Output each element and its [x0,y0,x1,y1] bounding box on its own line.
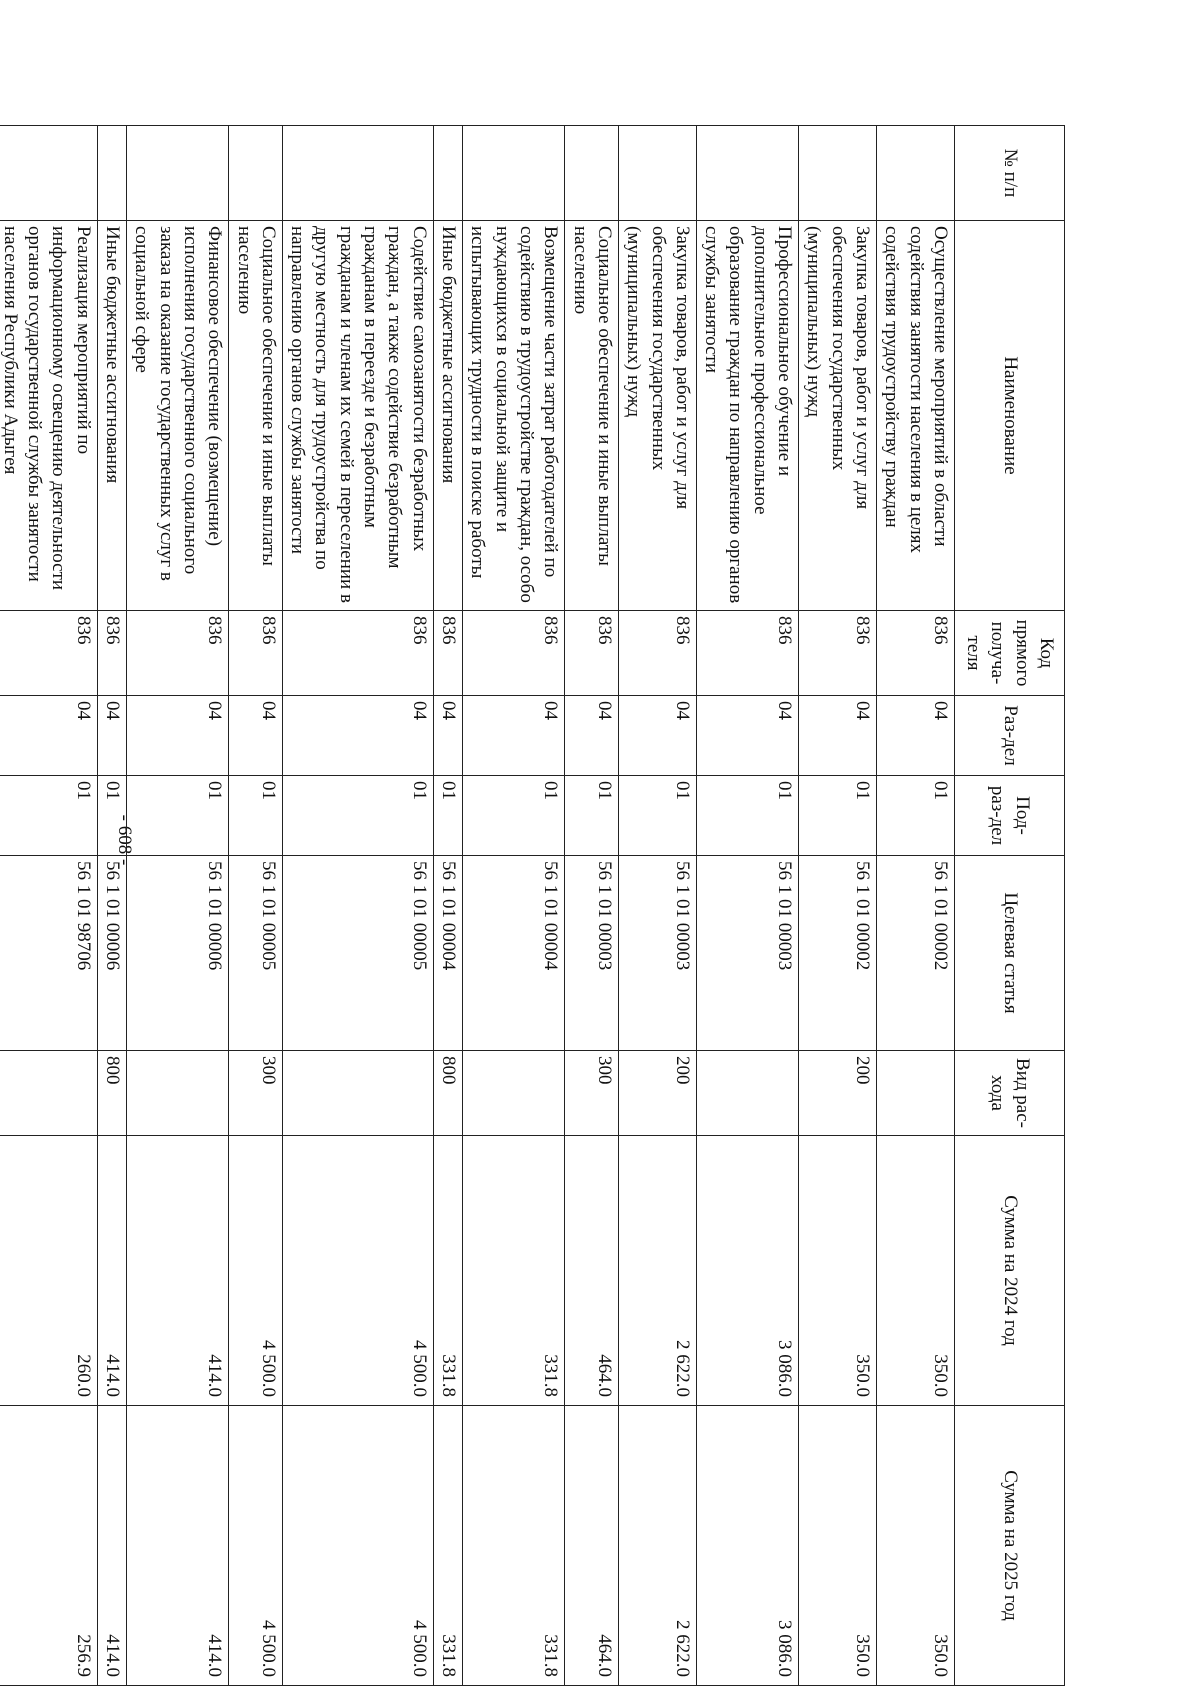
cell-expense-type: 300 [565,1051,619,1136]
cell-recipient-code: 836 [799,611,877,696]
cell-sum-2024: 414.0 [97,1136,126,1406]
cell-subsection: 01 [127,776,229,856]
cell-name: Иные бюджетные ассигнования [97,221,126,611]
header-sum-2025: Сумма на 2025 год [955,1406,1065,1686]
cell-section: 04 [463,696,565,776]
header-expense-type: Вид рас-хода [955,1051,1065,1136]
cell-expense-type: 300 [229,1051,283,1136]
cell-sum-2024: 414.0 [127,1136,229,1406]
header-recipient-code: Код прямого получа-теля [955,611,1065,696]
cell-subsection: 01 [463,776,565,856]
cell-sum-2024: 350.0 [799,1136,877,1406]
cell-subsection: 01 [97,776,126,856]
cell-sum-2025: 4 500.0 [229,1406,283,1686]
cell-sum-2024: 3 086.0 [696,1136,798,1406]
cell-name: Финансовое обеспечение (возмещение) исполнения государственного социального заказа на оказание государственных услуг в социальной сфере [127,221,229,611]
cell-num [282,126,433,221]
header-num: № п/п [955,126,1065,221]
cell-sum-2025: 350.0 [877,1406,955,1686]
table-row [877,126,955,1686]
cell-subsection: 01 [229,776,283,856]
cell-num [127,126,229,221]
cell-name: Социальное обеспечение и иные выплаты населению [565,221,619,611]
cell-target-article: 56 1 01 00003 [618,856,696,1051]
cell-num [97,126,126,221]
cell-name: Иные бюджетные ассигнования [433,221,462,611]
cell-recipient-code: 836 [127,611,229,696]
cell-expense-type [463,1051,565,1136]
header-section: Раз-дел [955,696,1065,776]
cell-section: 04 [229,696,283,776]
cell-expense-type [696,1051,798,1136]
cell-expense-type [127,1051,229,1136]
cell-subsection: 01 [565,776,619,856]
cell-name: Профессиональное обучение и дополнительное профессиональное образование граждан по направлению органов службы занятости [696,221,798,611]
cell-target-article: 56 1 01 00002 [799,856,877,1051]
table-header-row [955,126,1065,1686]
cell-recipient-code: 836 [463,611,565,696]
table-row [433,126,462,1686]
cell-section: 04 [127,696,229,776]
cell-num [433,126,462,221]
cell-target-article: 56 1 01 00003 [565,856,619,1051]
cell-num [696,126,798,221]
cell-subsection: 01 [0,776,97,856]
cell-sum-2025: 256.9 [0,1406,97,1686]
cell-sum-2024: 331.8 [433,1136,462,1406]
cell-expense-type: 800 [97,1051,126,1136]
cell-name: Социальное обеспечение и иные выплаты населению [229,221,283,611]
cell-target-article: 56 1 01 00002 [877,856,955,1051]
header-subsection: Под-раз-дел [955,776,1065,856]
cell-sum-2025: 2 622.0 [618,1406,696,1686]
table-row [0,126,97,1686]
cell-section: 04 [0,696,97,776]
table-row [565,126,619,1686]
cell-section: 04 [696,696,798,776]
table-row [127,126,229,1686]
header-name: Наименование [955,221,1065,611]
cell-name: Закупка товаров, работ и услуг для обеспечения государственных (муниципальных) нужд [618,221,696,611]
cell-num [799,126,877,221]
cell-sum-2025: 414.0 [97,1406,126,1686]
cell-num [877,126,955,221]
table-row [696,126,798,1686]
cell-section: 04 [565,696,619,776]
cell-section: 04 [799,696,877,776]
cell-name: Содействие самозанятости безработных граждан, а также содействие безработным гражданам в переезде и безработным гражданам и членам их семей в переселении в другую местность для трудоустройства по направлению органов службы занятости [282,221,433,611]
cell-subsection: 01 [282,776,433,856]
cell-num [0,126,97,221]
page-number: - 608 - [114,814,135,866]
cell-target-article: 56 1 01 00006 [97,856,126,1051]
cell-sum-2024: 4 500.0 [282,1136,433,1406]
cell-sum-2025: 331.8 [463,1406,565,1686]
cell-name: Возмещение части затрат работодателей по содействию в трудоустройстве граждан, особо нуждающихся в социальной защите и испытывающих трудности в поиске работы [463,221,565,611]
cell-sum-2025: 414.0 [127,1406,229,1686]
table-row [97,126,126,1686]
cell-expense-type: 200 [618,1051,696,1136]
cell-section: 04 [618,696,696,776]
cell-section: 04 [433,696,462,776]
cell-sum-2024: 260.0 [0,1136,97,1406]
cell-subsection: 01 [877,776,955,856]
cell-sum-2024: 350.0 [877,1136,955,1406]
cell-recipient-code: 836 [229,611,283,696]
cell-sum-2024: 4 500.0 [229,1136,283,1406]
cell-recipient-code: 836 [565,611,619,696]
cell-num [565,126,619,221]
cell-target-article: 56 1 01 00006 [127,856,229,1051]
cell-sum-2025: 331.8 [433,1406,462,1686]
cell-subsection: 01 [696,776,798,856]
cell-target-article: 56 1 01 00004 [433,856,462,1051]
table-row [799,126,877,1686]
cell-sum-2024: 331.8 [463,1136,565,1406]
cell-subsection: 01 [799,776,877,856]
cell-sum-2024: 464.0 [565,1136,619,1406]
cell-recipient-code: 836 [0,611,97,696]
cell-recipient-code: 836 [696,611,798,696]
cell-sum-2025: 4 500.0 [282,1406,433,1686]
table-row [229,126,283,1686]
cell-expense-type [877,1051,955,1136]
cell-section: 04 [282,696,433,776]
cell-recipient-code: 836 [877,611,955,696]
cell-sum-2025: 3 086.0 [696,1406,798,1686]
table-row [618,126,696,1686]
cell-section: 04 [877,696,955,776]
header-sum-2024: Сумма на 2024 год [955,1136,1065,1406]
cell-target-article: 56 1 01 98706 [0,856,97,1051]
cell-expense-type [0,1051,97,1136]
cell-recipient-code: 836 [433,611,462,696]
cell-num [229,126,283,221]
cell-name: Осуществление мероприятий в области содействия занятости населения в целях содействия трудоустройству граждан [877,221,955,611]
cell-expense-type: 200 [799,1051,877,1136]
table-row [282,126,433,1686]
table-row [463,126,565,1686]
cell-num [618,126,696,221]
cell-sum-2024: 2 622.0 [618,1136,696,1406]
cell-target-article: 56 1 01 00004 [463,856,565,1051]
cell-section: 04 [97,696,126,776]
cell-recipient-code: 836 [282,611,433,696]
budget-table [0,125,1065,1686]
cell-recipient-code: 836 [618,611,696,696]
header-target-article: Целевая статья [955,856,1065,1051]
cell-target-article: 56 1 01 00005 [229,856,283,1051]
cell-expense-type: 800 [433,1051,462,1136]
cell-target-article: 56 1 01 00003 [696,856,798,1051]
cell-name: Реализация мероприятий по информационному освещению деятельности органов государственной службы занятости населения Республики Адыгея [0,221,97,611]
cell-num [463,126,565,221]
cell-name: Закупка товаров, работ и услуг для обеспечения государственных (муниципальных) нужд [799,221,877,611]
cell-sum-2025: 464.0 [565,1406,619,1686]
cell-sum-2025: 350.0 [799,1406,877,1686]
cell-target-article: 56 1 01 00005 [282,856,433,1051]
cell-subsection: 01 [433,776,462,856]
cell-recipient-code: 836 [97,611,126,696]
cell-subsection: 01 [618,776,696,856]
cell-expense-type [282,1051,433,1136]
